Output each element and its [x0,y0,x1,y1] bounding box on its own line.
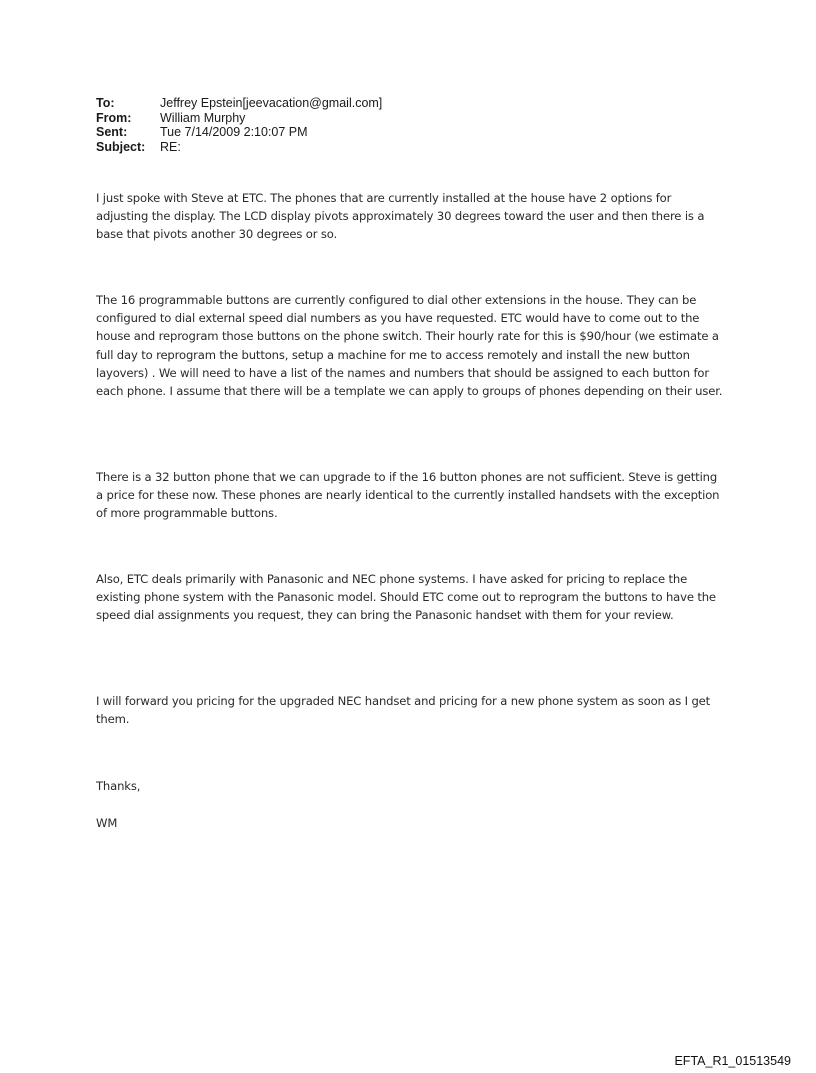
subject-value: RE: [160,139,181,154]
to-row [96,96,382,111]
from-value: William Murphy [160,110,246,125]
body-paragraph-1: I just spoke with Steve at ETC. The phones that are currently installed at the house have 2 options for adjusting the display. The LCD display pivots approximately 30 degrees toward the user and then there is a base that pivots another 30 degrees or so. [96,191,705,242]
body-paragraph-5: I will forward you pricing for the upgraded NEC handset and pricing for a new phone system as soon as I get them. [96,694,711,727]
body-paragraph-4: Also, ETC deals primarily with Panasonic and NEC phone systems. I have asked for pricing to replace the existing phone system with the Panasonic model. Should ETC come out to reprogram the buttons to have the speed dial assignments you request, they can bring the Panasonic handset with them for your review. [96,572,716,623]
sign-off: Thanks, [96,779,141,793]
subject-label: Subject: [96,139,146,154]
subject-row [96,140,382,155]
email-header [96,96,382,154]
sent-row [96,125,382,140]
signature-initials: WM [96,816,118,830]
from-row [96,111,382,126]
body-paragraph-2: The 16 programmable buttons are currently configured to dial other extensions in the house. They can be configured to dial external speed dial numbers as you have requested. ETC would have to come out to the house and reprogram those buttons on the phone switch. Their hourly rate for this is $90/hour (we estimate a full day to reprogram the buttons, setup a machine for me to access remotely and install the new button layovers) . We will need to have a list of the names and numbers that should be assigned to each button for each phone. I assume that there will be a template we can apply to groups of phones depending on their user. [96,293,723,399]
to-label: To: [96,96,115,110]
sent-value: Tue 7/14/2009 2:10:07 PM [160,125,308,139]
document-id: EFTA_R1_01513549 [674,1054,791,1068]
body-paragraph-3: There is a 32 button phone that we can upgrade to if the 16 button phones are not sufficient. Steve is getting a price for these now. These phones are nearly identical to the currently installed handsets with the exception of more programmable buttons. [96,470,720,521]
sent-label: Sent: [96,125,128,139]
to-value: Jeffrey Epstein[jeevacation@gmail.com] [160,96,383,110]
from-label: From: [96,110,132,125]
